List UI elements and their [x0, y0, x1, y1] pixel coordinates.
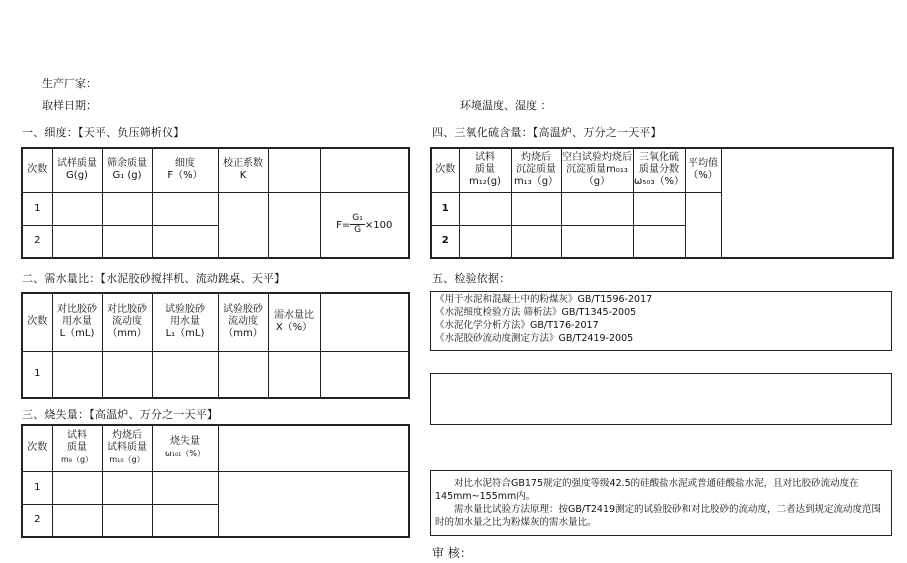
blank-cell: [268, 148, 320, 192]
standards-box: [430, 291, 892, 351]
data-cell[interactable]: [102, 192, 152, 225]
data-cell[interactable]: [52, 225, 102, 258]
data-cell[interactable]: [511, 192, 561, 225]
env-label: 环境温度、湿度 ：: [460, 99, 552, 112]
blank-cell: [721, 192, 893, 258]
row-number: 2: [22, 225, 52, 258]
row-number: 1: [22, 471, 52, 504]
data-cell[interactable]: [511, 225, 561, 258]
data-cell[interactable]: [152, 504, 218, 537]
data-cell[interactable]: [52, 504, 102, 537]
row-number: 1: [431, 192, 459, 225]
header-blank-precipitate: 空白试验灼烧后 沉淀质量m₀₁₃（g）: [561, 148, 633, 192]
data-cell[interactable]: [459, 225, 511, 258]
data-cell[interactable]: [152, 471, 218, 504]
header-ignited-precipitate: 灼烧后 沉淀质量 m₁₃（g）: [511, 148, 561, 192]
header-count: 次数: [431, 148, 459, 192]
data-cell[interactable]: [152, 192, 218, 225]
header-ref-water: 对比胶砂 用水量 L（mL): [52, 293, 102, 351]
so3-table: [430, 147, 894, 259]
data-cell[interactable]: [152, 225, 218, 258]
data-cell[interactable]: [52, 351, 102, 398]
data-cell[interactable]: [268, 192, 320, 258]
water-ratio-table: [21, 292, 410, 399]
header-count: 次数: [22, 425, 52, 471]
header-sample-mass: 试料 质量 m₉（g）: [52, 425, 102, 471]
blank-cell: [320, 148, 409, 192]
header-residue-mass: 筛余质量 G₁ (g): [102, 148, 152, 192]
row-number: 2: [431, 225, 459, 258]
fineness-table: [21, 147, 410, 259]
data-cell[interactable]: [561, 225, 633, 258]
data-cell[interactable]: [52, 192, 102, 225]
data-cell[interactable]: [218, 471, 409, 537]
header-so3-fraction: 三氧化硫 质量分数 ω₅₀₃（%）: [633, 148, 685, 192]
data-cell[interactable]: [52, 471, 102, 504]
standard-item: 《用于水泥和混凝土中的粉煤灰》GB/T1596-2017: [435, 294, 653, 305]
data-cell[interactable]: [152, 351, 218, 398]
header-water-ratio: 需水量比 X（%）: [268, 293, 320, 351]
header-sample-mass: 试样质量 G(g): [52, 148, 102, 192]
review-label: 审 核：: [432, 546, 472, 560]
header-test-water: 试验胶砂 用水量 L₁（mL): [152, 293, 218, 351]
row-number: 2: [22, 504, 52, 537]
note-paragraph: 对比水泥符合GB175规定的强度等级42.5的硅酸盐水泥或普通硅酸盐水泥，且对比胶砂流动度在145mm~155mm内。: [435, 478, 859, 502]
blank-cell: [721, 148, 893, 192]
header-sample-mass: 试料 质量m₁₂(g): [459, 148, 511, 192]
standard-item: 《水泥胶砂流动度测定方法》GB/T2419-2005: [435, 333, 634, 344]
data-cell[interactable]: [320, 351, 409, 398]
blank-cell: [320, 293, 409, 351]
section5-title: 五、检验依据：: [432, 272, 511, 285]
data-cell[interactable]: [218, 351, 268, 398]
data-cell[interactable]: [102, 471, 152, 504]
standard-item: 《水泥化学分析方法》GB/T176-2017: [435, 320, 599, 331]
fineness-formula: F= $\frac{\text{G₁}}{G}\times 100$: [320, 192, 409, 258]
data-cell[interactable]: [102, 351, 152, 398]
data-cell[interactable]: [459, 192, 511, 225]
empty-box: [430, 373, 892, 425]
manufacturer-label: 生产厂家：: [42, 77, 97, 90]
data-cell[interactable]: [218, 192, 268, 258]
sampling-date-label: 取样日期：: [42, 99, 97, 112]
header-loss: 烧失量 ω₁₀₁（%）: [152, 425, 218, 471]
data-cell[interactable]: [102, 225, 152, 258]
section2-title: 二、需水量比：【水泥胶砂搅拌机、流动跳桌、天平】: [22, 272, 286, 285]
section4-title: 四、三氧化硫含量：【高温炉、万分之一天平】: [432, 126, 662, 139]
section1-title: 一、细度：【天平、负压筛析仪】: [22, 126, 185, 139]
data-cell[interactable]: [685, 192, 721, 258]
header-ignited-mass: 灼烧后 试料质量 m₁₀（g）: [102, 425, 152, 471]
row-number: 1: [22, 351, 52, 398]
header-count: 次数: [22, 148, 52, 192]
data-cell[interactable]: [633, 192, 685, 225]
notes-box: [430, 470, 892, 536]
loss-on-ignition-table: [21, 424, 410, 538]
data-cell[interactable]: [561, 192, 633, 225]
header-test-flow: 试验胶砂 流动度 （mm）: [218, 293, 268, 351]
header-count: 次数: [22, 293, 52, 351]
header-correction: 校正系数 K: [218, 148, 268, 192]
data-cell[interactable]: [268, 351, 320, 398]
header-fineness: 细度 F（%）: [152, 148, 218, 192]
header-average: 平均值 （%）: [685, 148, 721, 192]
standard-item: 《水泥细度检验方法 筛析法》GB/T1345-2005: [435, 307, 637, 318]
section3-title: 三、烧失量：【高温炉、万分之一天平】: [22, 408, 219, 421]
header-ref-flow: 对比胶砂 流动度 （mm）: [102, 293, 152, 351]
note-paragraph: 需水量比试验方法原理：按GB/T2419测定的试验胶砂和对比胶砂的流动度，二者达到规定流动度范围时的加水量之比为粉煤灰的需水量比。: [435, 504, 882, 528]
data-cell[interactable]: [102, 504, 152, 537]
data-cell[interactable]: [633, 225, 685, 258]
blank-cell: [218, 425, 409, 471]
row-number: 1: [22, 192, 52, 225]
